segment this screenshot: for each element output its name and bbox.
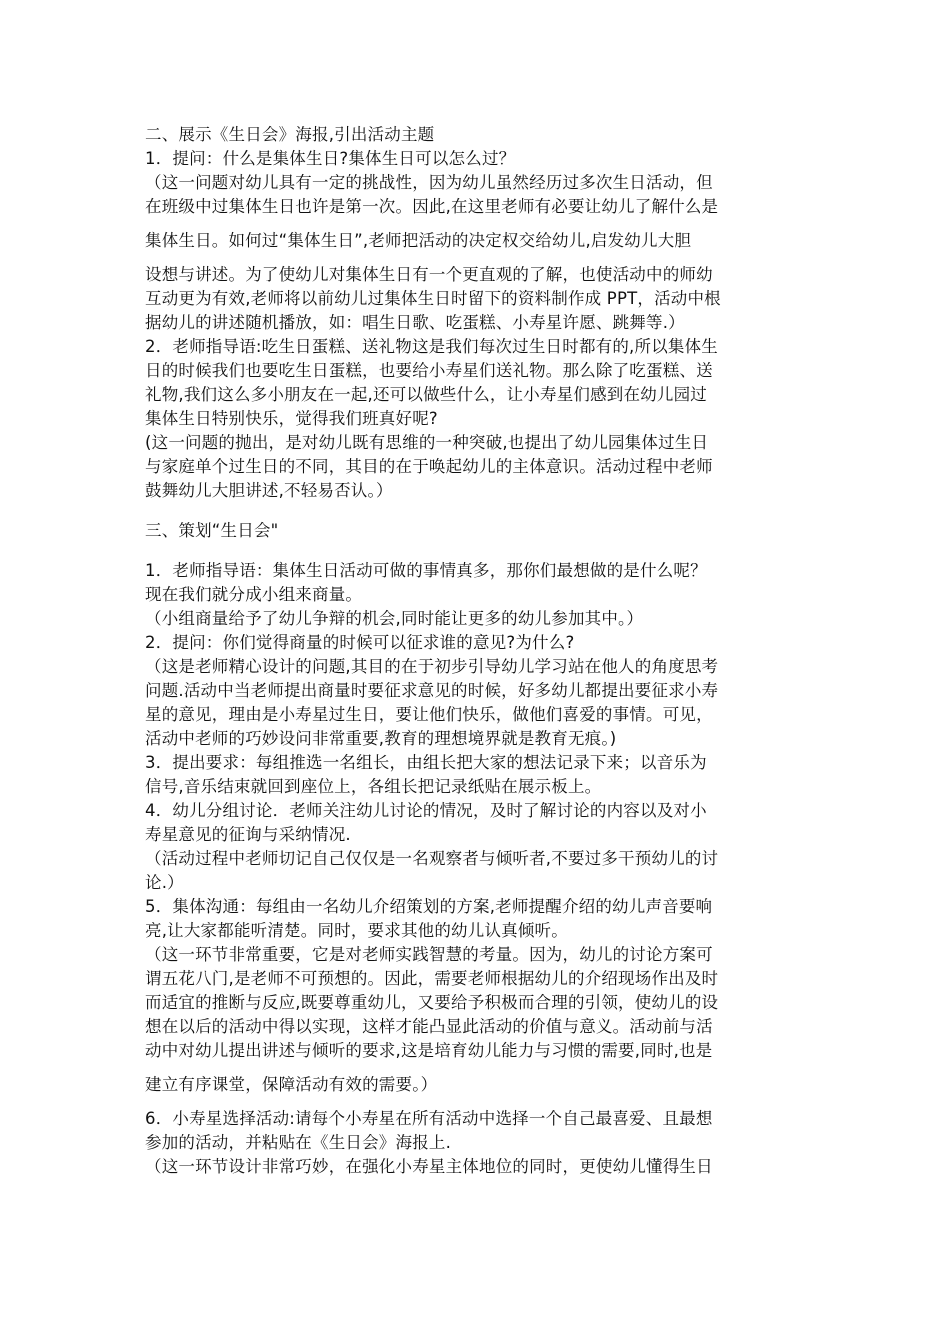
- text-line: 参加的活动，并粘贴在《生日会》海报上.: [145, 1133, 452, 1152]
- text-line: 谓五花八门,是老师不可预想的。因此，需要老师根据幼儿的介绍现场作出及时: [145, 969, 719, 988]
- text-line: 鼓舞幼儿大胆讲述,不轻易否认。）: [145, 481, 393, 500]
- text-line: 6．小寿星选择活动:请每个小寿星在所有活动中选择一个自己最喜爱、且最想: [145, 1109, 713, 1128]
- text-line: 问题.活动中当老师提出商量时要征求意见的时候，好多幼儿都提出要征求小寿: [145, 681, 719, 700]
- text-line: （小组商量给予了幼儿争辩的机会,同时能让更多的幼儿参加其中。）: [145, 609, 644, 628]
- text-line: 活动中老师的巧妙设问非常重要,教育的理想境界就是教育无痕。): [145, 729, 617, 748]
- text-line: 现在我们就分成小组来商量。: [145, 585, 363, 604]
- text-line: 星的意见，理由是小寿星过生日，要让他们快乐，做他们喜爱的事情。可见，: [145, 705, 713, 724]
- text-line: 与家庭单个过生日的不同，其目的在于唤起幼儿的主体意识。活动过程中老师: [145, 457, 713, 476]
- text-line: 5．集体沟通：每组由一名幼儿介绍策划的方案,老师提醒介绍的幼儿声音要响: [145, 897, 713, 916]
- text-line: （这是老师精心设计的问题,其目的在于初步引导幼儿学习站在他人的角度思考: [145, 657, 719, 676]
- text-line: 集体生日。如何过“集体生日”,老师把活动的决定权交给幼儿,启发幼儿大胆: [145, 231, 692, 250]
- text-line: 建立有序课堂，保障活动有效的需要。）: [145, 1075, 438, 1094]
- text-line: （活动过程中老师切记自己仅仅是一名观察者与倾听者,不要过多干预幼儿的讨: [145, 849, 719, 868]
- text-line: 在班级中过集体生日也许是第一次。因此,在这里老师有必要让幼儿了解什么是: [145, 197, 719, 216]
- text-line: 2．老师指导语:吃生日蛋糕、送礼物这是我们每次过生日时都有的,所以集体生: [145, 337, 719, 356]
- spacer: [145, 219, 815, 229]
- spacer: [145, 543, 815, 559]
- text-line: 论.）: [145, 873, 184, 892]
- text-line: 想在以后的活动中得以实现，这样才能凸显此活动的价值与意义。活动前与活: [145, 1017, 713, 1036]
- text-line: （这一环节设计非常巧妙，在强化小寿星主体地位的同时，更使幼儿懂得生日: [145, 1157, 713, 1176]
- text-line: （这一环节非常重要，它是对老师实践智慧的考量。因为，幼儿的讨论方案可: [145, 945, 713, 964]
- text-line: (这一问题的抛出，是对幼儿既有思维的一种突破,也提出了幼儿园集体过生日: [145, 433, 709, 452]
- text-line: 4．幼儿分组讨论．老师关注幼儿讨论的情况，及时了解讨论的内容以及对小: [145, 801, 707, 820]
- text-line: 动中对幼儿提出讲述与倾听的要求,这是培育幼儿能力与习惯的需要,同时,也是: [145, 1041, 713, 1060]
- text-line: （这一问题对幼儿具有一定的挑战性，因为幼儿虽然经历过多次生日活动，但: [145, 173, 713, 192]
- text-line: 信号,音乐结束就回到座位上，各组长把记录纸贴在展示板上。: [145, 777, 602, 796]
- section-heading: 三、策划“生日会": [145, 521, 279, 540]
- text-line: 3．提出要求：每组推选一名组长，由组长把大家的想法记录下来；以音乐为: [145, 753, 707, 772]
- text-line: 日的时候我们也要吃生日蛋糕，也要给小寿星们送礼物。那么除了吃蛋糕、送: [145, 361, 713, 380]
- spacer: [145, 253, 815, 263]
- spacer: [145, 503, 815, 519]
- text-line: 2．提问：你们觉得商量的时候可以征求谁的意见?为什么?: [145, 633, 575, 652]
- spacer: [145, 1063, 815, 1073]
- text-line: 设想与讲述。为了使幼儿对集体生日有一个更直观的了解，也使活动中的师幼: [145, 265, 713, 284]
- text-line: 亮,让大家都能听清楚。同时，要求其他的幼儿认真倾听。: [145, 921, 568, 940]
- document-body: [145, 123, 815, 1179]
- text-line: 礼物,我们这么多小朋友在一起,还可以做些什么，让小寿星们感到在幼儿园过: [145, 385, 707, 404]
- text-line: 1．老师指导语：集体生日活动可做的事情真多，那你们最想做的是什么呢？: [145, 561, 707, 580]
- section-heading: 二、展示《生日会》海报,引出活动主题: [145, 125, 435, 144]
- text-line: 据幼儿的讲述随机播放，如：唱生日歌、吃蛋糕、小寿星许愿、跳舞等.）: [145, 313, 685, 332]
- text-line: 而适宜的推断与反应,既要尊重幼儿，又要给予积极而合理的引领，使幼儿的设: [145, 993, 719, 1012]
- text-line: 1．提问：什么是集体生日?集体生日可以怎么过？: [145, 149, 516, 168]
- text-line: 互动更为有效,老师将以前幼儿过集体生日时留下的资料制作成 PPT，活动中根: [145, 289, 721, 308]
- text-line: 集体生日特别快乐，觉得我们班真好呢?: [145, 409, 438, 428]
- text-line: 寿星意见的征询与采纳情况.: [145, 825, 351, 844]
- spacer: [145, 1097, 815, 1107]
